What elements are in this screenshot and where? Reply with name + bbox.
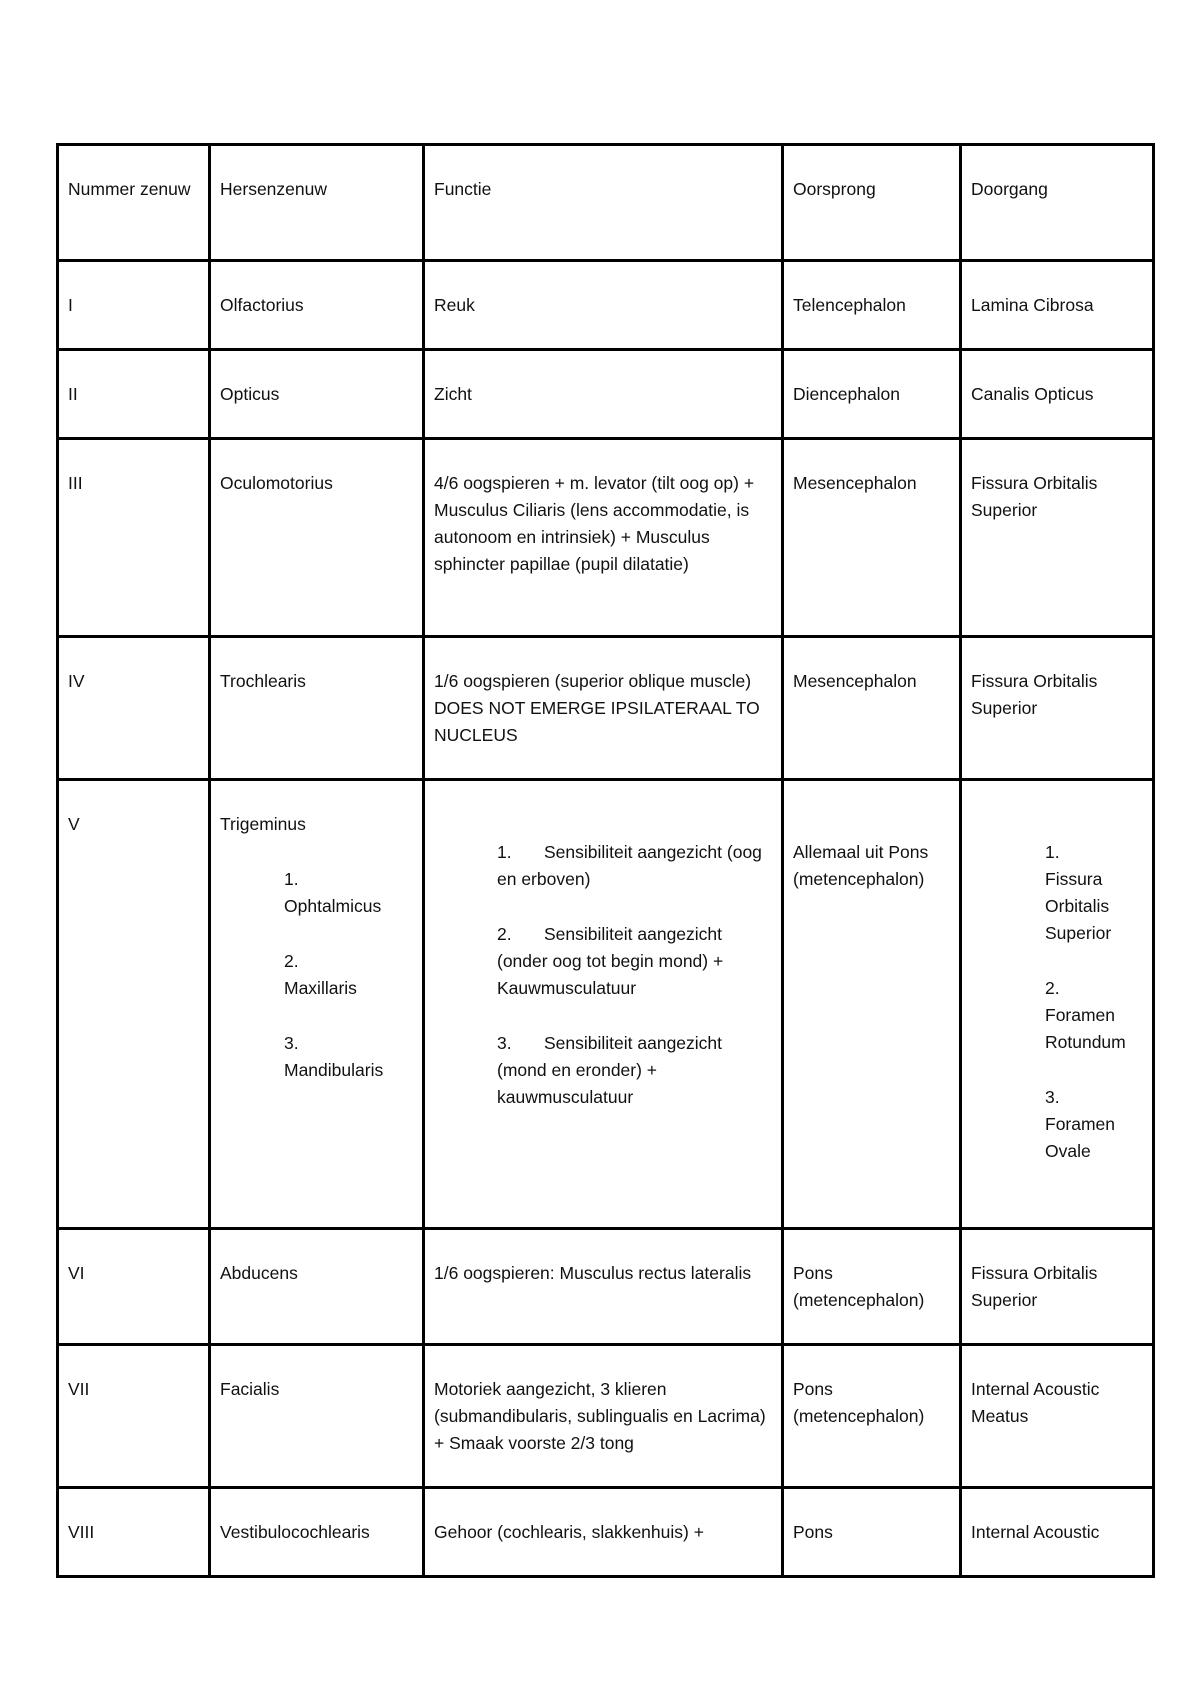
branch-doorgang-list [971, 839, 1143, 1165]
list-item [284, 948, 413, 1002]
branch-doorgang: Fissura Orbitalis Superior [1045, 869, 1112, 943]
branch-doorgang: Foramen Ovale [1045, 1114, 1116, 1161]
cell-hersenzenuw: Trochlearis [210, 637, 424, 780]
branch-name: Ophtalmicus [284, 896, 382, 916]
branch-number: 1. [1045, 842, 1060, 862]
cell-oorsprong: Mesencephalon [783, 637, 961, 780]
branch-number: 1. [284, 869, 299, 889]
branch-functie: Sensibiliteit aangezicht (mond en eronder) + kauwmusculatuur [497, 1033, 723, 1107]
header-doorgang: Doorgang [961, 145, 1154, 261]
cell-functie: 1/6 oogspieren (superior oblique muscle) DOES NOT EMERGE IPSILATERAAL TO NUCLEUS [424, 637, 783, 780]
cell-nummer: IV [58, 637, 210, 780]
cell-hersenzenuw: Oculomotorius [210, 439, 424, 637]
cell-functie: Zicht [424, 350, 783, 439]
branch-functie-list [434, 839, 772, 1111]
list-item [497, 1030, 772, 1111]
header-functie: Functie [424, 145, 783, 261]
branch-functie: Sensibiliteit aangezicht (onder oog tot begin mond) + Kauwmusculatuur [497, 924, 724, 998]
table-row [58, 780, 1154, 1229]
cell-doorgang: Lamina Cibrosa [961, 261, 1154, 350]
table-row [58, 1345, 1154, 1488]
list-item [497, 839, 772, 893]
cell-functie: 1/6 oogspieren: Musculus rectus lateralis [424, 1229, 783, 1345]
table-row [58, 1488, 1154, 1577]
cell-oorsprong [783, 780, 961, 1229]
list-item [1045, 1084, 1143, 1165]
table-row [58, 637, 1154, 780]
cell-doorgang: Fissura Orbitalis Superior [961, 439, 1154, 637]
list-item [284, 1030, 413, 1084]
branch-name: Mandibularis [284, 1060, 384, 1080]
cell-oorsprong: Mesencephalon [783, 439, 961, 637]
cell-doorgang: Fissura Orbitalis Superior [961, 1229, 1154, 1345]
cell-functie: Motoriek aangezicht, 3 klieren (submandibularis, sublingualis en Lacrima) + Smaak voorste 2/3 tong [424, 1345, 783, 1488]
cell-nummer: II [58, 350, 210, 439]
cell-oorsprong: Telencephalon [783, 261, 961, 350]
header-oorsprong: Oorsprong [783, 145, 961, 261]
table-row [58, 1229, 1154, 1345]
cell-nummer: III [58, 439, 210, 637]
cell-doorgang: Canalis Opticus [961, 350, 1154, 439]
cell-oorsprong: Pons [783, 1488, 961, 1577]
cell-nummer: VI [58, 1229, 210, 1345]
list-item [1045, 839, 1143, 947]
cell-hersenzenuw: Olfactorius [210, 261, 424, 350]
cell-nummer: VII [58, 1345, 210, 1488]
cell-oorsprong: Diencephalon [783, 350, 961, 439]
cell-functie [424, 780, 783, 1229]
header-row [58, 145, 1154, 261]
nerve-name: Trigeminus [220, 814, 306, 834]
cell-hersenzenuw: Vestibulocochlearis [210, 1488, 424, 1577]
cell-hersenzenuw: Opticus [210, 350, 424, 439]
branch-name: Maxillaris [284, 978, 357, 998]
branch-doorgang: Foramen Rotundum [1045, 1005, 1126, 1052]
cell-functie: Gehoor (cochlearis, slakkenhuis) + [424, 1488, 783, 1577]
branch-number: 3. [497, 1033, 512, 1053]
branch-number: 3. [1045, 1087, 1060, 1107]
table-row [58, 439, 1154, 637]
branch-number: 1. [497, 842, 512, 862]
cell-oorsprong: Pons (metencephalon) [783, 1229, 961, 1345]
header-hersenzenuw: Hersenzenuw [210, 145, 424, 261]
cell-doorgang: Fissura Orbitalis Superior [961, 637, 1154, 780]
cell-nummer: I [58, 261, 210, 350]
list-item [1045, 975, 1143, 1056]
header-nummer: Nummer zenuw [58, 145, 210, 261]
oorsprong-text: Allemaal uit Pons (metencephalon) [793, 842, 929, 889]
branch-number: 2. [284, 951, 299, 971]
cell-functie: 4/6 oogspieren + m. levator (tilt oog op) + Musculus Ciliaris (lens accommodatie, is autonoom en intrinsiek) + Musculus sphincter papillae (pupil dilatatie) [424, 439, 783, 637]
branch-number: 2. [497, 924, 512, 944]
list-item [497, 921, 772, 1002]
cell-doorgang [961, 780, 1154, 1229]
cranial-nerves-table [56, 143, 1155, 1578]
cell-functie: Reuk [424, 261, 783, 350]
branch-number: 2. [1045, 978, 1060, 998]
cell-hersenzenuw: Facialis [210, 1345, 424, 1488]
branch-list [220, 866, 413, 1084]
branch-functie: Sensibiliteit aangezicht (oog en erboven) [497, 842, 762, 889]
branch-number: 3. [284, 1033, 299, 1053]
table-row [58, 350, 1154, 439]
table-row [58, 261, 1154, 350]
cell-hersenzenuw: Abducens [210, 1229, 424, 1345]
cell-oorsprong: Pons (metencephalon) [783, 1345, 961, 1488]
cell-doorgang: Internal Acoustic Meatus [961, 1345, 1154, 1488]
cell-nummer: VIII [58, 1488, 210, 1577]
cell-hersenzenuw [210, 780, 424, 1229]
list-item [284, 866, 413, 920]
cell-nummer: V [58, 780, 210, 1229]
cell-doorgang: Internal Acoustic [961, 1488, 1154, 1577]
